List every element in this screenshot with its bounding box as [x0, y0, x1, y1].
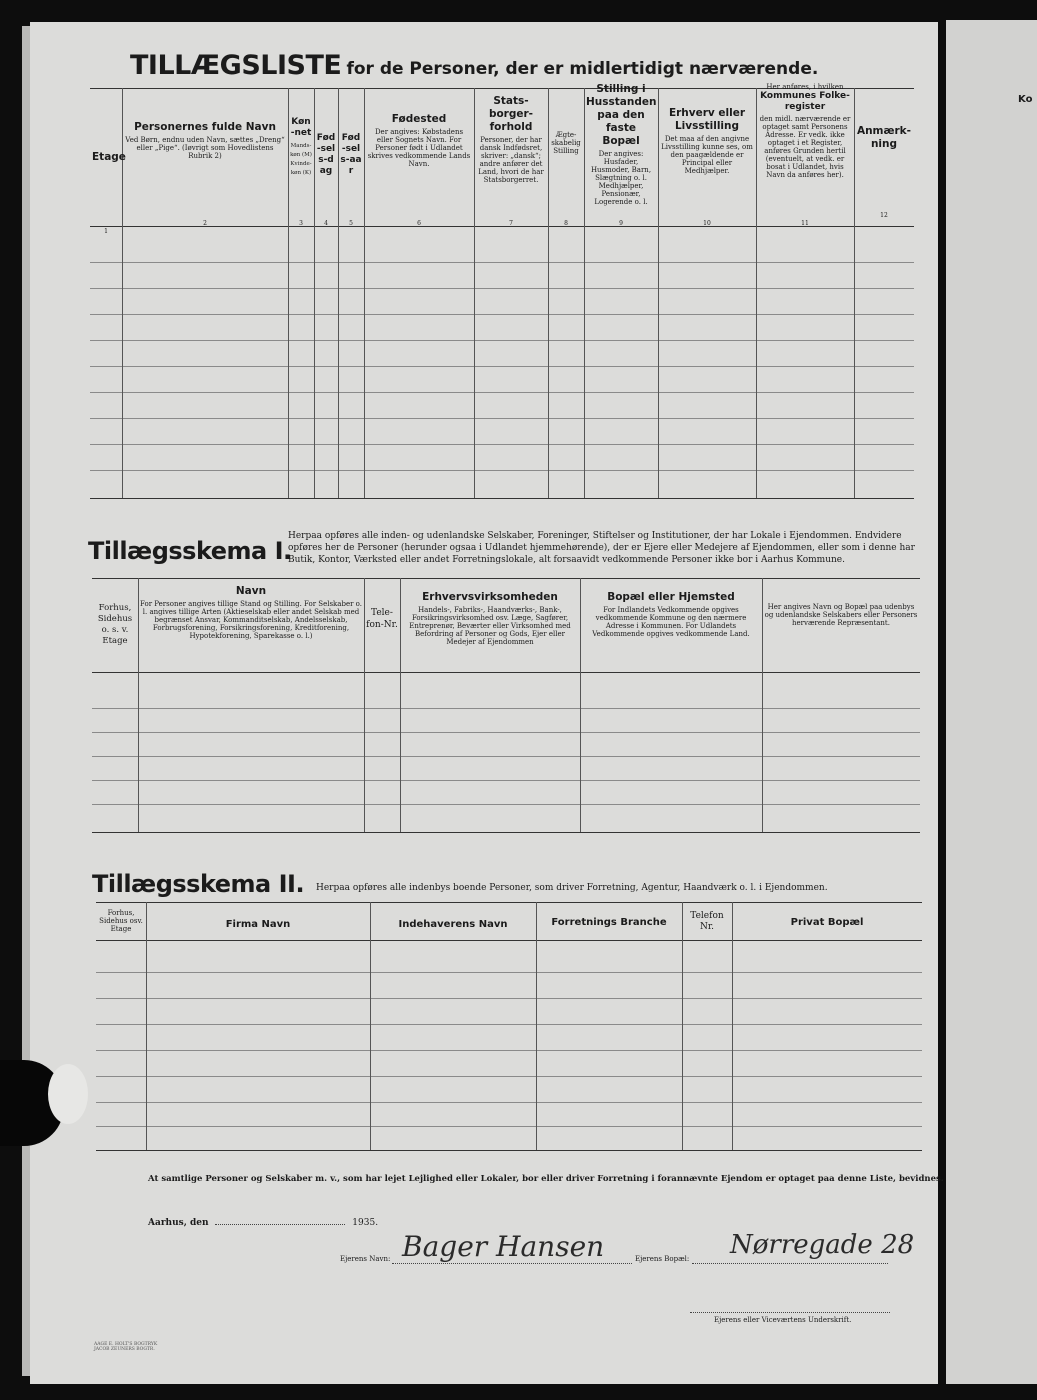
city-label: Aarhus, den: [148, 1218, 209, 1228]
liste-col-etage: Etage: [92, 151, 126, 163]
thumb-nail: [48, 1064, 88, 1124]
skema1-col-telefon: Tele-fon-Nr.: [366, 608, 398, 630]
liste-col-husstand: Stilling i Husstanden paa den faste Bopæl Der angives: Husfader, Husmoder, Barn, Slægtning o. l. Medhjælper, Pensionær, Logerende o. l.: [586, 83, 657, 206]
liste-col-folkeregister: Her anføres, i hvilken Kommunes Folke-register den midl. nærværende er optaget samt Personens Adresse. Er vedk. ikke optaget i et Register, anføres Grunden hertil (eventuelt, at vedk. er bosat i Udlandet, hvis Navn da anføres her).: [759, 83, 851, 179]
signature-label: Ejerens eller Viceværtens Underskrift.: [714, 1316, 852, 1324]
page-title-main: TILLÆGSLISTE: [130, 50, 342, 81]
skema1-title: Tillægsskema I.: [88, 537, 292, 565]
printer-mark: AAGE E. HOLT'S BOGTRYK JACOB ZEUNERS BOGTR.: [94, 1342, 158, 1352]
liste-col-foedselsdag: Fød-sels-dag: [316, 133, 336, 176]
liste-col-statsborger: Stats-borger-forhold Personer, der har dansk Indfødsret, skriver: „dansk“; andre anfører det Land, hvori de har Statsborgerret.: [478, 95, 544, 184]
skema2-col-etage: Forhus, Sidehus osv. Etage: [99, 909, 143, 933]
owner-name-label: Ejerens Navn:: [340, 1255, 391, 1263]
skema2-col-firma: Firma Navn: [225, 919, 291, 930]
skema1-col-bopael: Bopæl eller Hjemsted For Indlandets Vedkommende opgives vedkommende Kommune og den nærmere Adresse i Kommunen. For Udlandets Vedkommende opgives vedkommende Land.: [592, 591, 750, 638]
skema2-title: Tillægsskema II.: [92, 870, 305, 898]
form-page: TILLÆGSLISTE for de Personer, der er midlertidigt nærværende. Etage Personernes fulde Navn Ved Børn, endnu uden Navn, sættes „Dreng“ eller „Pige“. (Iøvrigt som Hovedlistens Rubrik 2) Køn-net Mands-køn (M) Kvinde-køn (K) Fød-sels-dag Fød-sels-aar Fødested Der angives: Købstadens eller Sognets Navn. For Personer født i Udlandet skrives vedkommende Lands Navn. Stats-borger-forhold Personer, der har dansk Indfødsret, skriver: „dansk“; andre anfører det Land, hvori de har Statsborgerret. Ægte-skabelig Stilling Stilling i Husstanden paa den faste Bopæl Der angives: Husfader, Husmoder, Barn, Slægtning o. l. Medhjælper, Pensionær, Logerende o. l. Erhverv eller Livsstilling Det maa af den angivne Livsstilling kunne ses, om den paagældende er Principal eller Medhjælper. Her anføres, i hvilken Kommunes Folke-register den midl. nærværende er optaget samt Personens Adresse. Er vedk. ikke optaget i et Register, anføres Grunden hertil (eventuelt, at vedk. er bosat i Udlandet, hvis Navn da anføres her). Anmærk-ning 1 2 3 4 5 6 7 8 9 10 11 12 Tillægsskema I. Herpaa opføres alle inden- og udenlandske Selskaber, Foreninger, Stiftelser og Institutioner, der har Lokale i Ejendommen. Endvidere opføres her de Personer (herunder ogsaa i Udlandet hjemmehørende), der er Ejere eller Medejere af Ejendommen, eller som i denne har Butik, Kontor, Værksted eller andet Forretningslokale, alt forsaavidt vedkommende Personer ikke bor i Aarhus Kommune. Forhus, Sidehus o. s. v. Etage Navn For Personer angives tillige Stand og Stilling. For Selskaber o. l. angives tillige Arten (Aktieselskab eller andet Selskab med begrænset Ansvar, Kommanditselskab, Andelsselskab, Forbrugsforening, Forsikringsforening, Kreditforening, Hypotekforening, Sparekasse o. l.) Tele-fon-Nr. Erhvervsvirksomheden Handels-, Fabriks-, Haandværks-, Bank-, Forsikringsvirksomhed osv. Læge, Sagfører, Entreprenør, Beværter eller Virksomhed med Befordring af Personer og Gods, Ejer eller Medejer af Ejendommen Bopæl eller Hjemsted For Indlandets Vedkommende opgives vedkommende Kommune og den nærmere Adresse i Kommunen. For Udlandets Vedkommende opgives vedkommende Land. Her angives Navn og Bopæl paa udenbys og udenlandske Selskabers eller Personers herværende Repræsentant. Tillægsskema II. Herpaa opføres alle indenbys boende Personer, som driver Forretning, Agentur, Haandværk o. l. i Ejendommen. Forhus, Sidehus osv. Etage Firma Navn Indehaverens Navn Forretnings Branche Telefon Nr. Privat Bopæl At samtlige Personer og Selskaber m. v., som har lejet Lejlighed eller Lokaler, bor eller driver Forretning i forannævnte Ejendom er optaget paa denne Liste, bevidnes. Aarhus, den 1935. Ejerens Navn: Bager Hansen Ejerens Bopæl: Nørregade 28 Ejerens eller Viceværtens Underskrift. AAGE E. HOLT'S BOGTRYK JACOB ZEUNERS BOGTR.: [30, 22, 938, 1384]
page-title-rest: for de Personer, der er midlertidigt nærværende.: [346, 59, 819, 79]
liste-col-navn: Personernes fulde Navn Ved Børn, endnu uden Navn, sættes „Dreng“ eller „Pige“. (Iøvrigt som Hovedlistens Rubrik 2): [125, 121, 285, 160]
adjacent-page: [946, 20, 1037, 1384]
owner-name-line: [392, 1263, 632, 1264]
skema1-col-erhverv: Erhvervsvirksomheden Handels-, Fabriks-, Haandværks-, Bank-, Forsikringsvirksomhed osv. Læge, Sagfører, Entreprenør, Beværter eller Virksomhed med Befordring af Personer og Gods, Ejer eller Medejer af Ejendommen: [409, 591, 571, 646]
liste-col-erhverv: Erhverv eller Livsstilling Det maa af den angivne Livsstilling kunne ses, om den paagældende er Principal eller Medhjælper.: [661, 107, 753, 175]
skema2-col-telefon: Telefon Nr.: [690, 911, 724, 932]
liste-col-foedested: Fødested Der angives: Købstadens eller Sognets Navn. For Personer født i Udlandet skrives vedkommende Lands Navn.: [367, 113, 471, 168]
owner-address-label: Ejerens Bopæl:: [635, 1255, 690, 1263]
skema1-col-etage: Forhus, Sidehus o. s. v. Etage: [97, 603, 133, 646]
owner-address-handwritten: Nørregade 28: [730, 1230, 915, 1260]
liste-col-aegteskab: Ægte-skabelig Stilling: [551, 131, 581, 155]
liste-col-anmaerkning: Anmærk-ning: [856, 125, 912, 150]
owner-name-handwritten: Bager Hansen: [402, 1230, 605, 1263]
skema2-col-indehaver: Indehaverens Navn: [398, 919, 508, 930]
date-dots: [215, 1224, 345, 1225]
date-line: [148, 1218, 378, 1228]
skema1-col-navn: Navn For Personer angives tillige Stand og Stilling. For Selskaber o. l. angives tillige Arten (Aktieselskab eller andet Selskab med begrænset Ansvar, Kommanditselskab, Andelsselskab, Forbrugsforening, Forsikringsforening, Kreditforening, Hypotekforening, Sparekasse o. l.): [140, 585, 362, 640]
skema1-description: Herpaa opføres alle inden- og udenlandske Selskaber, Foreninger, Stiftelser og Institutioner, der har Lokale i Ejendommen. Endvidere opføres her de Personer (herunder ogsaa i Udlandet hjemmehørende), der er Ejere eller Medejere af Ejendommen, eller som i denne har Butik, Kontor, Værksted eller andet Forretningslokale, alt forsaavidt vedkommende Personer ikke bor i Aarhus Kommune.: [288, 531, 915, 565]
liste-col-koennet: Køn-net Mands-køn (M) Kvinde-køn (K): [290, 117, 312, 176]
page-title: [130, 50, 818, 81]
adjacent-page-text: Ko: [1018, 94, 1033, 105]
signature-line: [690, 1312, 890, 1313]
year-label: 1935.: [352, 1218, 379, 1228]
skema1-col-repraesentant: Her angives Navn og Bopæl paa udenbys og udenlandske Selskabers eller Personers herværende Repræsentant.: [764, 603, 918, 627]
owner-address-line: [692, 1263, 888, 1264]
skema2-col-branche: Forretnings Branche: [551, 917, 667, 928]
skema2-col-bopael: Privat Bopæl: [790, 917, 864, 928]
attestation-text: At samtlige Personer og Selskaber m. v., som har lejet Lejlighed eller Lokaler, bor eller driver Forretning i forannævnte Ejendom er optaget paa denne Liste, bevidnes.: [148, 1174, 944, 1184]
liste-col-foedselsaar: Fød-sels-aar: [340, 133, 362, 176]
skema2-description: Herpaa opføres alle indenbys boende Personer, som driver Forretning, Agentur, Haandværk o. l. i Ejendommen.: [316, 883, 828, 893]
